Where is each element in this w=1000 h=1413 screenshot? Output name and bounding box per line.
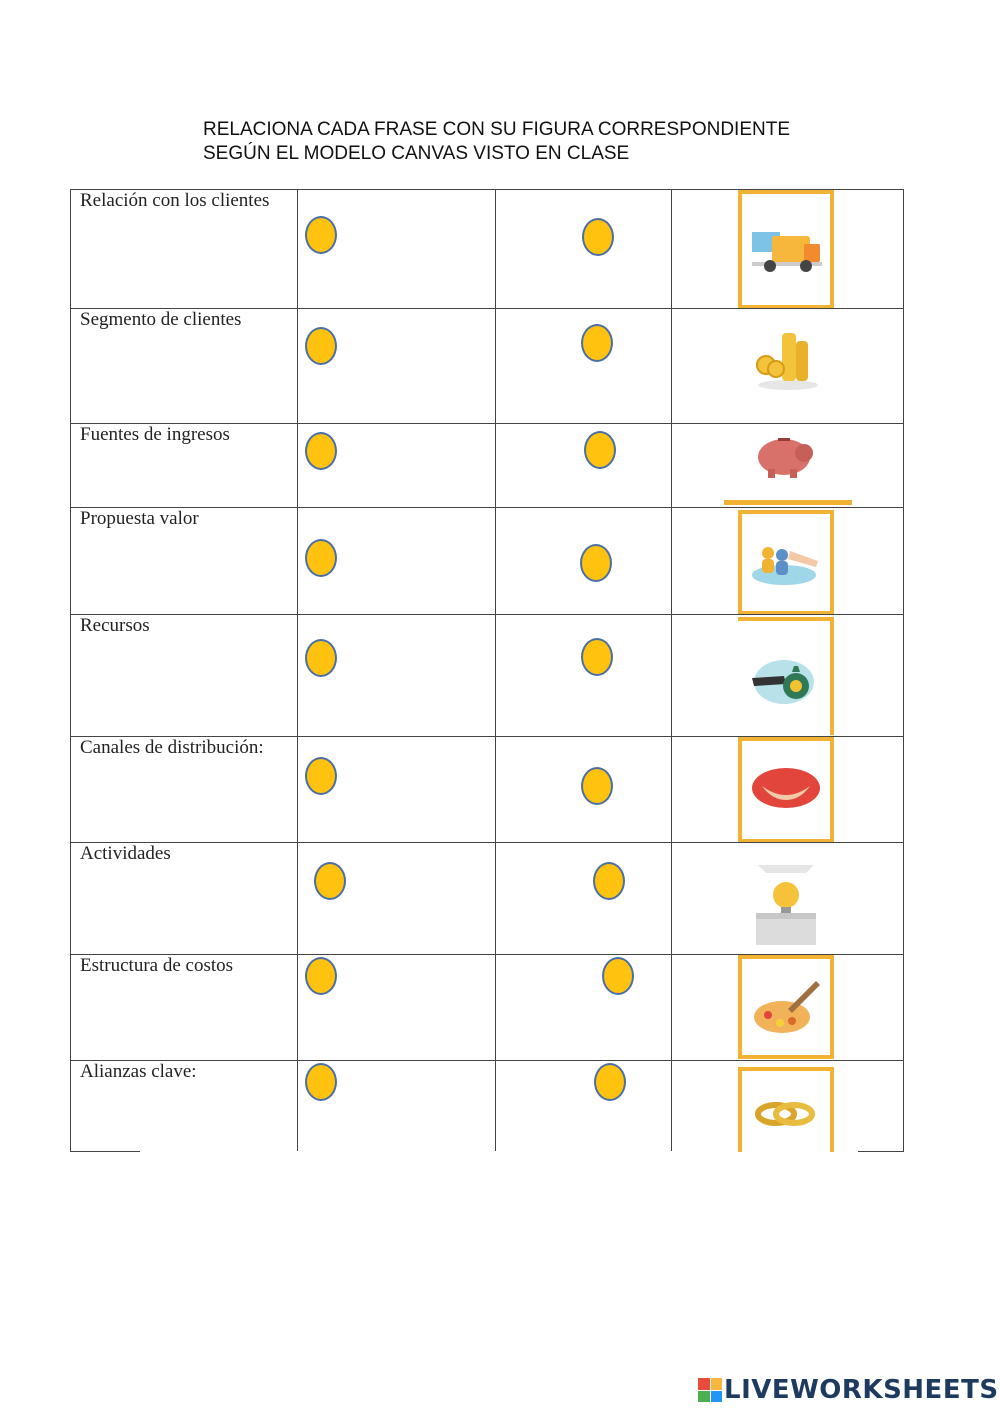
- rings-picture[interactable]: [738, 1067, 834, 1152]
- coins-picture[interactable]: [738, 311, 834, 407]
- table-row: [70, 189, 904, 308]
- match-dot-left[interactable]: [305, 432, 337, 470]
- paint-palette-picture[interactable]: [738, 955, 834, 1059]
- table-border-bottom-left: [70, 1151, 140, 1152]
- match-dot-right[interactable]: [594, 1063, 626, 1101]
- table-row: [70, 736, 904, 842]
- match-dot-left[interactable]: [305, 639, 337, 677]
- row-label: Estructura de costos: [80, 955, 234, 976]
- match-dot-left[interactable]: [305, 957, 337, 995]
- match-dot-left[interactable]: [314, 862, 346, 900]
- row-label: Relación con los clientes: [80, 190, 270, 211]
- match-dot-left[interactable]: [305, 539, 337, 577]
- frame-bar: [724, 500, 852, 505]
- table-row: [70, 308, 904, 423]
- match-dot-left[interactable]: [305, 216, 337, 254]
- piggy-bank-picture[interactable]: [738, 418, 834, 488]
- table-row: [70, 614, 904, 736]
- match-dot-right[interactable]: [593, 862, 625, 900]
- match-dot-right[interactable]: [580, 544, 612, 582]
- brand-name: LIVEWORKSHEETS: [724, 1375, 999, 1405]
- table-border-bottom-right: [858, 1151, 904, 1152]
- people-hand-icon: [748, 531, 824, 595]
- row-label: Canales de distribución:: [80, 737, 264, 758]
- match-dot-left[interactable]: [305, 1063, 337, 1101]
- table-row: [70, 954, 904, 1060]
- truck-icon: [748, 218, 824, 282]
- liveworksheets-logo: [698, 1375, 999, 1405]
- money-bag-hand-icon: [746, 646, 822, 710]
- handshake-icon: [748, 758, 824, 822]
- lightbulb-box-picture[interactable]: [738, 849, 834, 955]
- matching-table: [70, 189, 904, 1151]
- coins-icon: [748, 327, 824, 391]
- match-dot-right[interactable]: [582, 218, 614, 256]
- instructions-line-1: RELACIONA CADA FRASE CON SU FIGURA CORRESPONDIENTE: [203, 119, 790, 140]
- lightbulb-box-icon: [748, 854, 824, 950]
- match-dot-right[interactable]: [584, 431, 616, 469]
- handshake-picture[interactable]: [738, 737, 834, 843]
- row-label: Actividades: [80, 843, 171, 864]
- table-row: [70, 507, 904, 614]
- row-label: Segmento de clientes: [80, 309, 242, 330]
- match-dot-right[interactable]: [602, 957, 634, 995]
- instructions: [203, 118, 903, 166]
- piggy-bank-icon: [748, 421, 824, 485]
- paint-palette-icon: [748, 975, 824, 1039]
- table-row: [70, 423, 904, 507]
- table-row: [70, 1060, 904, 1151]
- people-hand-picture[interactable]: [738, 510, 834, 615]
- money-bag-hand-picture[interactable]: [738, 617, 834, 735]
- match-dot-right[interactable]: [581, 638, 613, 676]
- match-dot-right[interactable]: [581, 767, 613, 805]
- row-label: Propuesta valor: [80, 508, 199, 529]
- row-label: Recursos: [80, 615, 150, 636]
- instructions-line-2: SEGÚN EL MODELO CANVAS VISTO EN CLASE: [203, 143, 630, 164]
- row-label: Fuentes de ingresos: [80, 424, 230, 445]
- match-dot-left[interactable]: [305, 757, 337, 795]
- match-dot-left[interactable]: [305, 327, 337, 365]
- rings-icon: [748, 1080, 824, 1144]
- liveworksheets-logo-icon: [698, 1378, 722, 1402]
- row-label: Alianzas clave:: [80, 1061, 197, 1082]
- table-row: [70, 842, 904, 954]
- truck-picture[interactable]: [738, 190, 834, 309]
- match-dot-right[interactable]: [581, 324, 613, 362]
